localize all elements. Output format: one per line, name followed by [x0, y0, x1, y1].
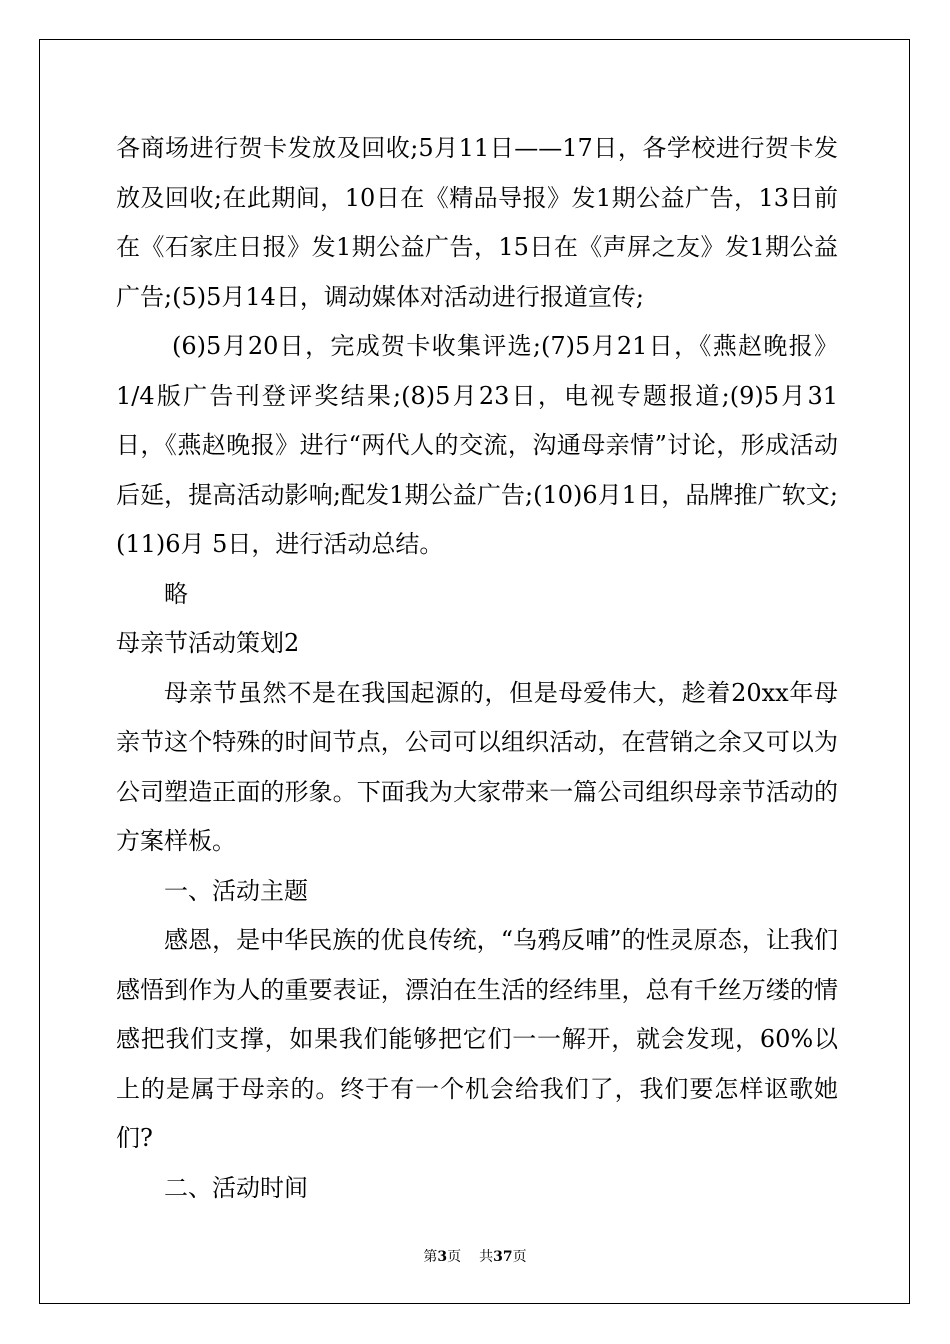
heading-activity-theme: 一、活动主题	[164, 876, 308, 905]
page-footer	[0, 1248, 950, 1266]
paragraph-intro: 母亲节虽然不是在我国起源的，但是母爱伟大，趁着20xx年母亲节这个特殊的时间节点，公司可以组织活动，在营销之余又可以为公司塑造正面的形象。下面我为大家带来一篇公司组织母亲节活动的方案样板。	[116, 678, 838, 855]
page-unit: 页	[447, 1249, 462, 1265]
page-prefix: 第	[423, 1249, 438, 1265]
total-unit: 页	[512, 1249, 527, 1265]
page-number: 3	[437, 1249, 448, 1265]
document-body	[116, 124, 838, 1213]
heading-activity-time: 二、活动时间	[164, 1173, 308, 1202]
paragraph-schedule-part1: 各商场进行贺卡发放及回收;5月11日——17日，各学校进行贺卡发放及回收;在此期间，10日在《精品导报》发1期公益广告，13日前在《石家庄日报》发1期公益广告，15日在《声屏之友》发1期公益广告;(5)5月14日，调动媒体对活动进行报道宣传;	[116, 134, 838, 311]
total-pages: 37	[493, 1249, 513, 1265]
paragraph-schedule-part2: (6)5月20日，完成贺卡收集评选;(7)5月21日，《燕赵晚报》1/4版广告刊登评奖结果;(8)5月23日，电视专题报道;(9)5月31 日，《燕赵晚报》进行“两代人的交流，沟通母亲情”讨论，形成活动后延，提高活动影响;配发1期公益广告;(10)6月1日，品牌推广软文;(11)6月 5日，进行活动总结。	[116, 332, 838, 558]
paragraph-theme: 感恩，是中华民族的优良传统，“乌鸦反哺”的性灵原态，让我们感悟到作为人的重要表证，漂泊在生活的经纬里，总有千丝万缕的情感把我们支撑，如果我们能够把它们一一解开，就会发现，60%以上的是属于母亲的。终于有一个机会给我们了，我们要怎样讴歌她们?	[116, 926, 838, 1152]
total-prefix: 共	[479, 1249, 494, 1265]
section-title: 母亲节活动策划2	[116, 629, 300, 657]
paragraph-omitted: 略	[164, 579, 188, 608]
